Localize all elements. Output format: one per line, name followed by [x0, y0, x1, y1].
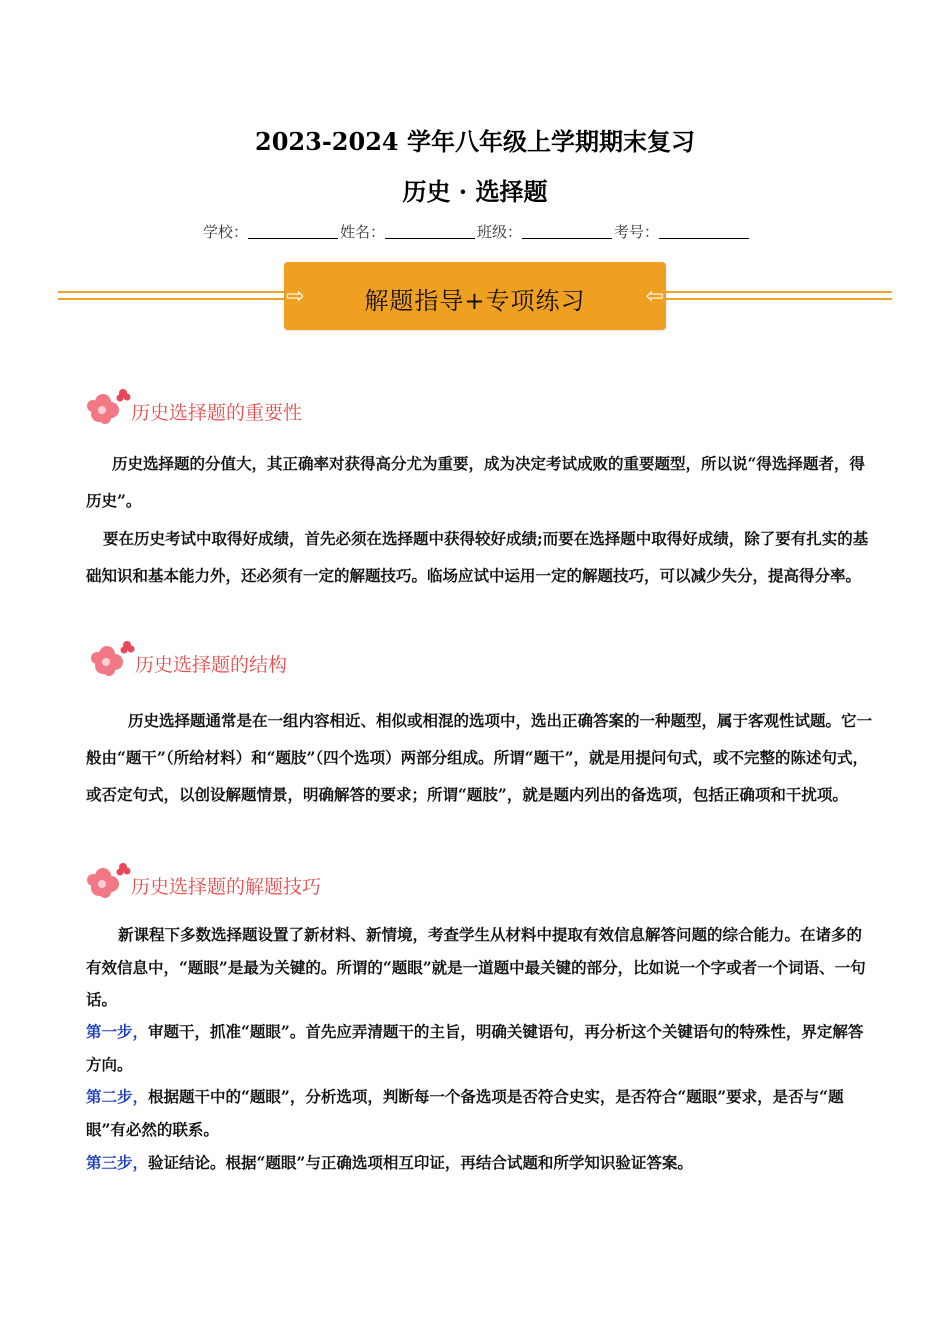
paragraph: 新课程下多数选择题设置了新材料、新情境，考查学生从材料中提取有效信息解答问题的综合能力。在诸多的有效信息中，“题眼”是最为关键的。所谓的“题眼”就是一道题中最关键的部分，比如说一个字或者一个词语、一句话。 [86, 925, 866, 1009]
banner-text: 解题指导+专项练习 [364, 287, 586, 315]
section-title: 历史选择题的重要性 [131, 402, 303, 424]
banner-line-left-bottom [58, 298, 286, 300]
school-label: 学校： [202, 223, 248, 241]
section-heading-importance [85, 386, 485, 430]
step-label: 第二步， [86, 1087, 149, 1106]
class-blank [522, 224, 612, 239]
step-paragraph [86, 1147, 876, 1180]
arrow-right-icon: ⇨ [286, 284, 305, 309]
banner [284, 262, 666, 330]
exam-number-label: 考号： [614, 223, 660, 241]
flower-icon [85, 386, 133, 430]
step-text: 验证结论。根据“题眼”与正确选项相互印证，再结合试题和所学知识验证答案。 [148, 1153, 693, 1172]
step-text: 根据题干中的“题眼”，分析选项，判断每一个备选项是否符合史实，是否符合“题眼”要求，是否与“题眼”有必然的联系。 [86, 1087, 844, 1139]
paragraph: 要在历史考试中取得好成绩，首先必须在选择题中获得较好成绩;而要在选择题中取得好成绩，除了要有扎实的基础知识和基本能力外，还必须有一定的解题技巧。临场应试中运用一定的解题技巧，可以减少失分，提高得分率。 [86, 529, 869, 585]
section-heading-structure [89, 638, 489, 682]
banner-line-right-bottom [664, 298, 892, 300]
step-text: 审题干，抓准“题眼”。首先应弄清题干的主旨，明确关键语句，再分析这个关键语句的特殊性，界定解答方向。 [86, 1022, 864, 1074]
step-paragraph [86, 1016, 876, 1081]
student-info-line [0, 221, 950, 242]
page-title: 2023-2024 学年八年级上学期期末复习 [255, 127, 695, 156]
paragraph: 历史选择题通常是在一组内容相近、相似或相混的选项中，选出正确答案的一种题型，属于客观性试题。它一般由“题干”（所给材料）和“题肢”（四个选项）两部分组成。所谓“题干”，就是用提问句式，或不完整的陈述句式，或否定句式，以创设解题情景，明确解答的要求；所谓“题肢”，就是题内列出的备选项，包括正确项和干扰项。 [86, 711, 873, 804]
step-label: 第三步， [86, 1153, 149, 1172]
flower-icon [89, 638, 137, 682]
step-label: 第一步， [86, 1022, 149, 1041]
name-label: 姓名： [339, 223, 385, 241]
name-blank [385, 224, 475, 239]
section-title: 历史选择题的解题技巧 [131, 876, 322, 898]
section-title: 历史选择题的结构 [135, 654, 288, 676]
school-blank [248, 224, 338, 239]
paragraph: 历史选择题的分值大，其正确率对获得高分尤为重要，成为决定考试成败的重要题型，所以说“得选择题者，得历史”。 [86, 454, 865, 510]
class-label: 班级： [477, 223, 523, 241]
flower-icon [85, 860, 133, 904]
banner-line-right-top [664, 291, 892, 293]
section-heading-techniques [85, 860, 485, 904]
banner-line-left-top [58, 291, 286, 293]
step-paragraph [86, 1081, 876, 1146]
page-subtitle: 历史 · 选择题 [402, 177, 548, 206]
arrow-left-icon: ⇦ [645, 284, 664, 309]
exam-number-blank [659, 224, 749, 239]
